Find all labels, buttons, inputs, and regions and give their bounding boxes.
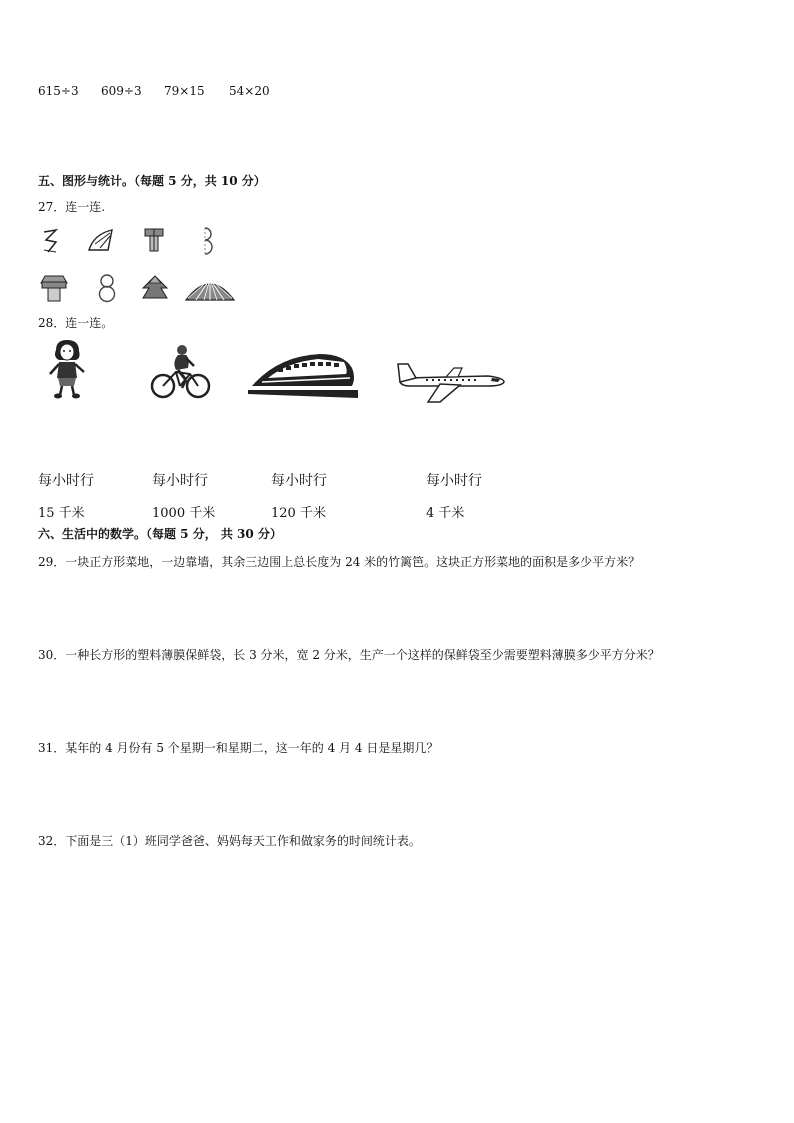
calc-item-3: 79×15 [164,84,205,98]
q32-text: 32．下面是三（1）班同学爸爸、妈妈每天工作和做家务的时间统计表。 [38,834,421,848]
section6-title: 六、生活中的数学。（每题 5 分， 共 30 分） [38,527,282,541]
speed-2-line2: 1000 千米 [152,506,216,521]
shape-part-umbrella-segment-icon [86,228,116,254]
speed-1-line2: 15 千米 [38,506,85,521]
cyclist-icon [150,344,212,402]
shape-full-arrow-tree-icon [140,274,170,304]
shape-part-zigzag-icon [40,226,64,256]
airplane-icon [396,360,508,404]
speed-4-line1: 每小时行 [426,473,482,489]
q30-text: 30．一种长方形的塑料薄膜保鲜袋，长 3 分米，宽 2 分米，生产一个这样的保鲜袋至少需要塑料薄膜多少平方分米？ [38,648,660,662]
q28-label: 28．连一连。 [38,316,114,330]
shape-full-umbrella-icon [184,276,236,304]
calc-item-4: 54×20 [229,84,270,98]
q31-text: 31．某年的 4 月份有 5 个星期一和星期二，这一年的 4 月 4 日是星期几？ [38,741,439,755]
speed-4-line2: 4 千米 [426,506,465,521]
shape-part-mushroom-segment-icon [142,225,168,255]
calc-item-2: 609÷3 [101,84,142,98]
q27-label: 27．连一连. [38,200,106,214]
walking-girl-icon [46,338,88,400]
speed-3-line2: 120 千米 [271,506,326,521]
shape-full-eight-icon [95,272,119,304]
section5-title: 五、图形与统计。（每题 5 分，共 10 分） [38,174,266,188]
shape-part-half-eight-icon [194,225,216,257]
calc-item-1: 615÷3 [38,84,79,98]
speed-3-line1: 每小时行 [271,473,327,489]
q29-text: 29．一块正方形菜地，一边靠墙，其余三边围上总长度为 24 米的竹篱笆。这块正方形菜地的面积是多少平方米？ [38,555,641,569]
speed-2-line1: 每小时行 [152,473,208,489]
speed-1-line1: 每小时行 [38,473,94,489]
shape-full-mushroom-icon [39,273,69,303]
train-icon [248,350,358,402]
